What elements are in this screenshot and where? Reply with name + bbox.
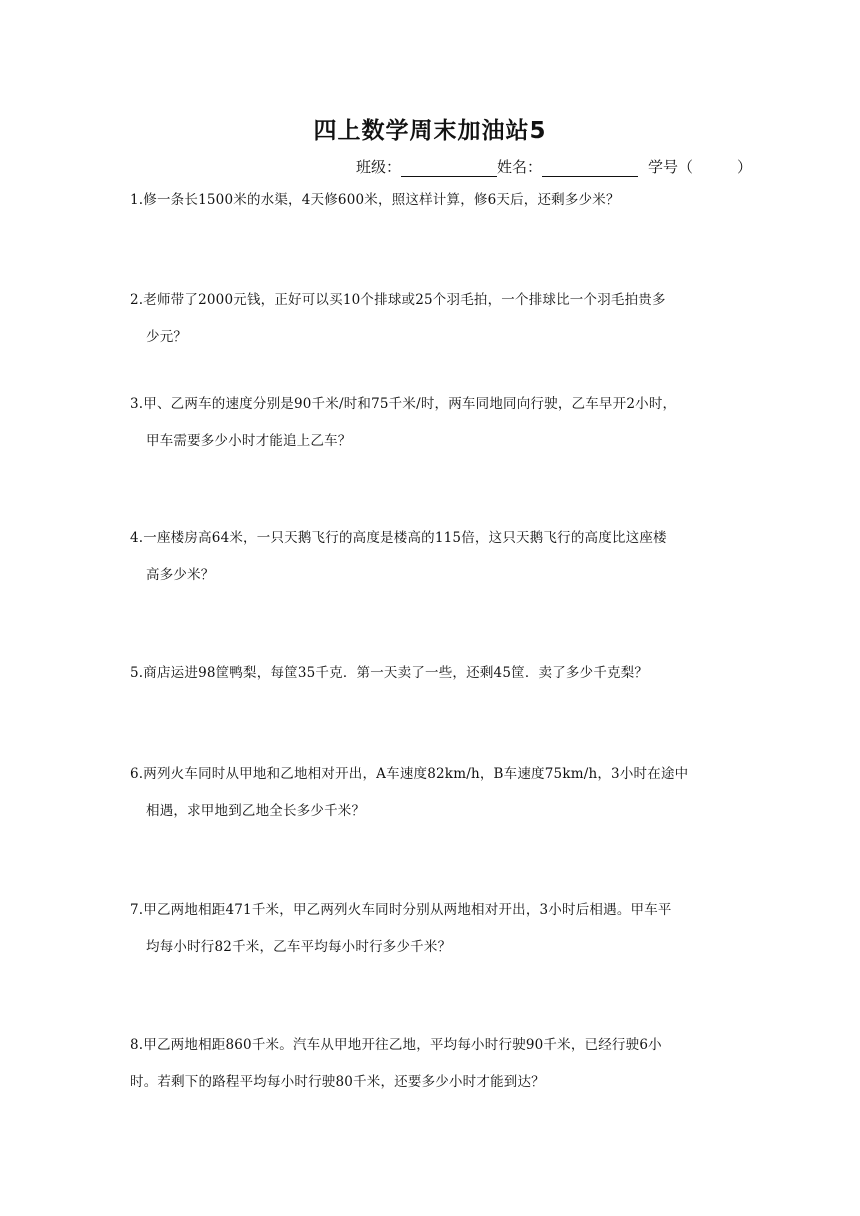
question-text-continued: 高多少米？ — [146, 567, 215, 583]
question-text: 老师带了2000元钱，正好可以买10个排球或25个羽毛拍，一个排球比一个羽毛拍贵多 — [143, 292, 666, 308]
question-text-continued: 相遇，求甲地到乙地全长多少千米？ — [146, 803, 366, 819]
question-number: 2. — [130, 292, 144, 308]
question-number: 8. — [130, 1037, 144, 1053]
question-text-continued: 时。若剩下的路程平均每小时行驶80千米，还要多少小时才能到达？ — [130, 1074, 545, 1090]
question-1 — [130, 182, 740, 219]
name-blank[interactable] — [542, 160, 638, 177]
question-number: 3. — [130, 396, 144, 412]
question-4 — [130, 520, 740, 594]
question-text: 修一条长1500米的水渠，4天修600米，照这样计算，修6天后，还剩多少米？ — [143, 192, 620, 208]
question-number: 5. — [130, 665, 144, 681]
student-info-line — [356, 156, 752, 177]
question-text: 商店运进98筐鸭梨，每筐35千克．第一天卖了一些，还剩45筐．卖了多少千克梨？ — [143, 665, 649, 681]
question-text: 甲、乙两车的速度分别是90千米/时和75千米/时，两车同地同向行驶，乙车早开2小时， — [143, 396, 677, 412]
question-2 — [130, 282, 740, 356]
question-text: 甲乙两地相距471千米，甲乙两列火车同时分别从两地相对开出，3小时后相遇。甲车平 — [143, 902, 672, 918]
question-6 — [130, 756, 740, 830]
name-label: 姓名： — [497, 158, 543, 176]
question-number: 1. — [130, 192, 144, 208]
student-id-label: 学号（ — [648, 158, 694, 176]
student-id-close: ） — [737, 158, 753, 176]
question-number: 6. — [130, 766, 144, 782]
question-text: 一座楼房高64米，一只天鹅飞行的高度是楼高的115倍，这只天鹅飞行的高度比这座楼 — [143, 530, 667, 546]
question-text: 两列火车同时从甲地和乙地相对开出，A车速度82km/h，B车速度75km/h，3小时在途中 — [143, 766, 689, 782]
question-text-continued: 均每小时行82千米，乙车平均每小时行多少千米？ — [146, 939, 452, 955]
question-text-continued: 少元？ — [146, 329, 188, 345]
question-7 — [130, 892, 740, 966]
question-text-continued: 甲车需要多少小时才能追上乙车？ — [146, 433, 352, 449]
class-blank[interactable] — [401, 160, 497, 177]
page-title: 四上数学周末加油站5 — [313, 118, 547, 144]
question-5 — [130, 655, 740, 692]
question-number: 4. — [130, 530, 144, 546]
question-8 — [130, 1027, 740, 1101]
question-text: 甲乙两地相距860千米。汽车从甲地开往乙地，平均每小时行驶90千米，已经行驶6小 — [143, 1037, 662, 1053]
question-number: 7. — [130, 902, 144, 918]
question-3 — [130, 386, 740, 460]
class-label: 班级： — [356, 158, 402, 176]
